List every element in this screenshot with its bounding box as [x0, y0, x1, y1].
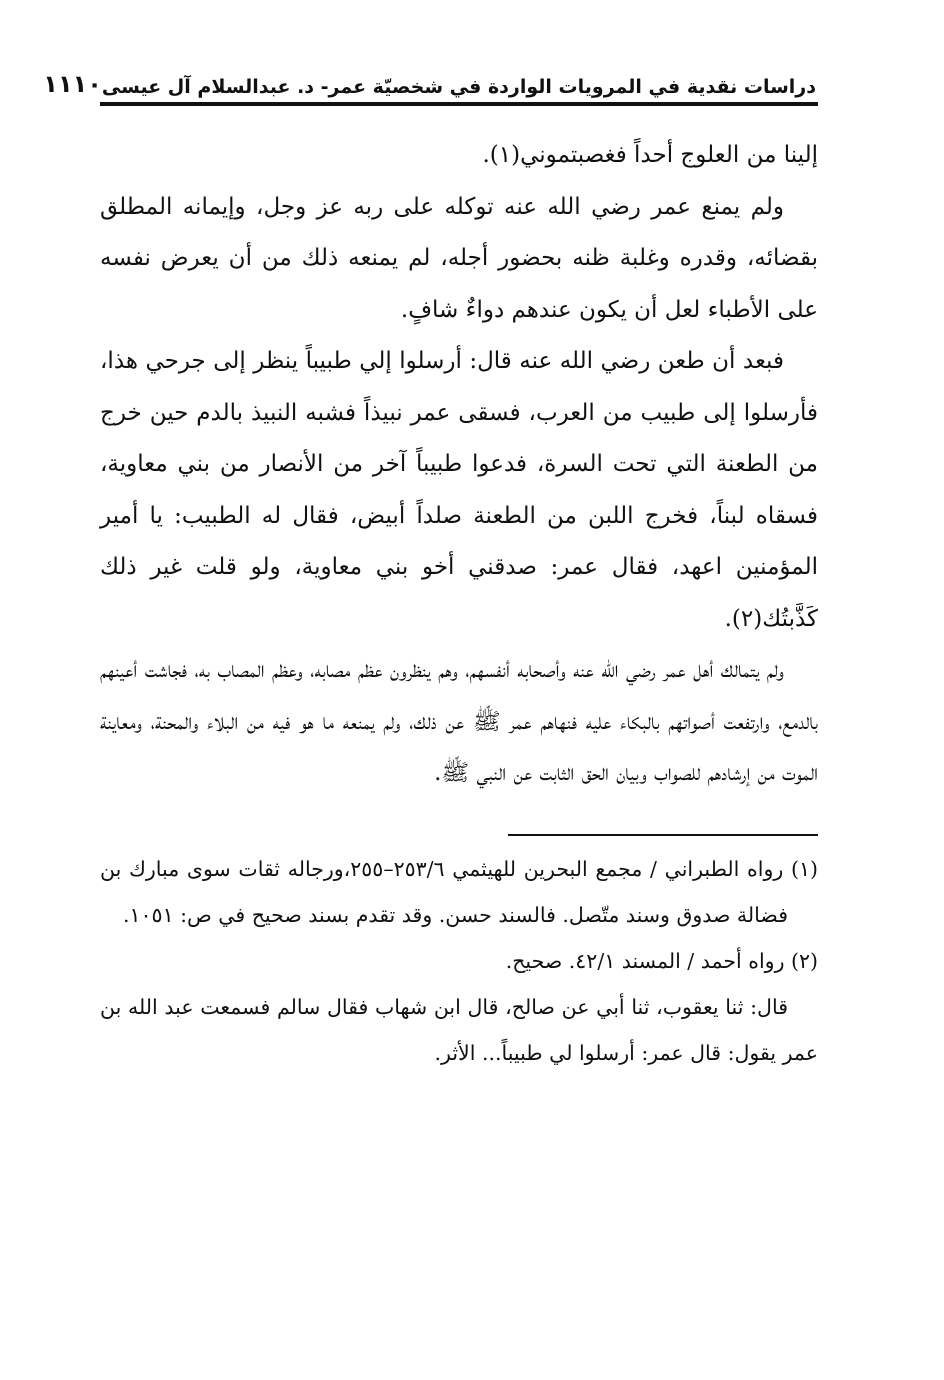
- footnote-1: (١) رواه الطبراني / مجمع البحرين للهيثمي ٢٥٣/٦–٢٥٥،ورجاله ثقات سوى مبارك بن فضالة صدوق وسند متّصل. فالسند حسن. وقد تقدم بسند صحيح في ص: ١٠٥١.: [100, 856, 818, 927]
- footnote-2: (٢) رواه أحمد / المسند ٤٢/١. صحيح.: [505, 948, 818, 973]
- book-page: [43, 62, 818, 1076]
- footnote-separator: [508, 834, 818, 836]
- paragraph: فبعد أن طعن رضي الله عنه قال: أرسلوا إلي طبيباً ينظر إلى جرحي هذا، فأرسلوا إلى طبيب من العرب، فسقى عمر نبيذاً فشبه النبيذ بالدم حين خرج من الطعنة التي تحت السرة، فدعوا طبيباً آخر من الأنصار من بني معاوية، فسقاه لبناً، فخرج اللبن من الطعنة صلداً أبيض، فقال له الطبيب: يا أمير المؤمنين اعهد، فقال عمر: صدقني أخو بني معاوية، ولو قلت غير ذلك كَذَّبتُك(٢).: [100, 348, 818, 632]
- paragraph-continuation: إلينا من العلوج أحداً فغصبتموني(١).: [482, 142, 818, 168]
- paragraph: ولم يمنع عمر رضي الله عنه توكله على ربه عز وجل، وإيمانه المطلق بقضائه، وقدره وغلبة ظنه بحضور أجله، لم يمنعه ذلك من أن يعرض نفسه على الأطباء لعل أن يكون عندهم دواءٌ شافٍ.: [100, 193, 818, 323]
- page-number: ١١١٠: [43, 70, 102, 98]
- main-text: [100, 130, 818, 800]
- footnotes: [100, 846, 818, 1076]
- footnote-2-continuation: قال: ثنا يعقوب، ثنا أبي عن صالح، قال ابن شهاب فقال سالم فسمعت عبد الله بن عمر يقول: قال عمر: أرسلوا لي طبيباً... الأثر.: [100, 994, 818, 1065]
- page-header: [43, 62, 818, 106]
- paragraph: ولم يتمالك أهل عمر رضي الله عنه وأصحابه أنفسهم، وهم ينظرون عظم مصابه، وعظم المصاب به، فجاشت أعينهم بالدمع، وارتفعت أصواتهم بالبكاء عليه فنهاهم عمر ﷺ عن ذلك، ولم يمنعه ما هو فيه من البلاء والمحنة، ومعاينة الموت من إرشادهم للصواب وبيان الحق الثابت عن النبي ﷺ.: [100, 657, 818, 786]
- running-title: دراسات نقدية في المرويات الواردة في شخصيّة عمر- د. عبدالسلام آل عيسى: [101, 76, 816, 98]
